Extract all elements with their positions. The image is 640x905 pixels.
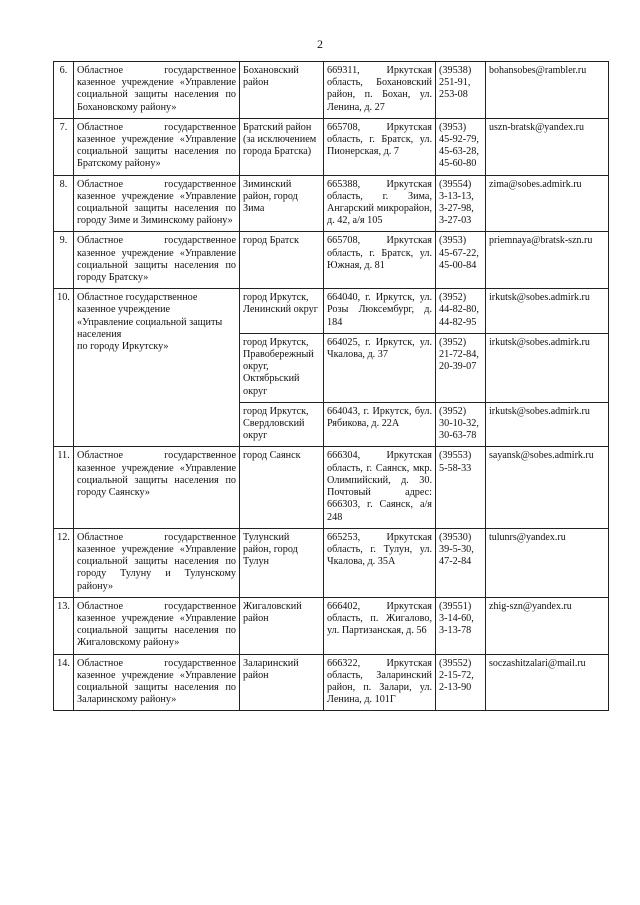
institution-name-line: казенное учреждение bbox=[77, 304, 171, 316]
table-row bbox=[54, 175, 609, 232]
table-row bbox=[54, 289, 609, 334]
email-address: irkutsk@sobes.admirk.ru bbox=[486, 402, 609, 447]
address: 666322, Иркутская область, Заларинский район, п. Залари, ул. Ленина, д. 101Г bbox=[324, 654, 436, 711]
institution-name: Областное государственное казенное учреждение «Управление социальной защиты населения по Заларинскому району» bbox=[74, 654, 240, 711]
phone-line: 21-72-84, bbox=[439, 349, 479, 361]
phone-line: 3-27-98, bbox=[439, 203, 474, 215]
phone-numbers bbox=[436, 118, 486, 175]
email-address: zima@sobes.admirk.ru bbox=[486, 175, 609, 232]
service-area: город Иркутск, Правобережный округ, Октябрьский округ bbox=[240, 333, 324, 402]
row-number: 8. bbox=[54, 175, 74, 232]
phone-numbers bbox=[436, 289, 486, 334]
row-number: 7. bbox=[54, 118, 74, 175]
address: 665708, Иркутская область, г. Братск, ул. Пионерская, д. 7 bbox=[324, 118, 436, 175]
address: 665253, Иркутская область, г. Тулун, ул. Чкалова, д. 35А bbox=[324, 528, 436, 597]
table-row bbox=[54, 232, 609, 289]
institutions-table bbox=[53, 61, 609, 711]
phone-line: 45-60-80 bbox=[439, 158, 477, 170]
email-address: uszn-bratsk@yandex.ru bbox=[486, 118, 609, 175]
service-area: Жигаловский район bbox=[240, 597, 324, 654]
institution-name: Областное государственное казенное учреждение «Управление социальной защиты населения по Братскому району» bbox=[74, 118, 240, 175]
table-row bbox=[54, 654, 609, 711]
table-row bbox=[54, 447, 609, 528]
service-area: Заларинский район bbox=[240, 654, 324, 711]
phone-line: (3952) bbox=[439, 336, 467, 348]
phone-line: 3-27-03 bbox=[439, 215, 472, 227]
row-number: 13. bbox=[54, 597, 74, 654]
phone-line: 2-15-72, bbox=[439, 669, 474, 681]
phone-line: (3953) bbox=[439, 235, 467, 247]
email-address: bohansobes@rambler.ru bbox=[486, 62, 609, 119]
service-area: город Иркутск, Ленинский округ bbox=[240, 289, 324, 334]
institution-name: Областное государственное казенное учреждение «Управление социальной защиты населения по городу Зиме и Зиминскому району» bbox=[74, 175, 240, 232]
phone-line: 3-13-78 bbox=[439, 625, 472, 637]
email-address: irkutsk@sobes.admirk.ru bbox=[486, 289, 609, 334]
email-address: irkutsk@sobes.admirk.ru bbox=[486, 333, 609, 402]
address: 666304, Иркутская область, г. Саянск, мкр. Олимпийский, д. 30. Почтовый адрес: 666303, г. Саянск, а/я 248 bbox=[324, 447, 436, 528]
phone-line: (3952) bbox=[439, 405, 467, 417]
institution-name: Областное государственное казенное учреждение «Управление социальной защиты населения по городу Саянску» bbox=[74, 447, 240, 528]
table-row bbox=[54, 528, 609, 597]
phone-line: (39552) bbox=[439, 657, 472, 669]
phone-line: 45-63-28, bbox=[439, 146, 479, 158]
phone-line: (39538) bbox=[439, 65, 472, 76]
phone-line: (3952) bbox=[439, 292, 467, 304]
phone-line: (39530) bbox=[439, 531, 472, 543]
service-area: город Саянск bbox=[240, 447, 324, 528]
phone-line: (39554) bbox=[439, 178, 472, 190]
phone-line: 45-67-22, bbox=[439, 247, 479, 259]
address: 669311, Иркутская область, Бохановский район, п. Бохан, ул. Ленина, д. 27 bbox=[324, 62, 436, 119]
table-row bbox=[54, 597, 609, 654]
institution-name: Областное государственное казенное учреждение «Управление социальной защиты населения по Бохановскому району» bbox=[74, 62, 240, 119]
email-address: soczashitzalari@mail.ru bbox=[486, 654, 609, 711]
phone-line: 5-58-33 bbox=[439, 462, 472, 474]
email-address: sayansk@sobes.admirk.ru bbox=[486, 447, 609, 528]
service-area: город Иркутск, Свердловский округ bbox=[240, 402, 324, 447]
phone-numbers bbox=[436, 402, 486, 447]
phone-line: 45-92-79, bbox=[439, 134, 479, 146]
address: 666402, Иркутская область, п. Жигалово, ул. Партизанская, д. 56 bbox=[324, 597, 436, 654]
phone-line: 47-2-84 bbox=[439, 556, 472, 568]
service-area: город Братск bbox=[240, 232, 324, 289]
address: 664025, г. Иркутск, ул. Чкалова, д. 37 bbox=[324, 333, 436, 402]
phone-line: 44-82-80, bbox=[439, 304, 479, 316]
phone-line: (3953) bbox=[439, 121, 467, 133]
page-number: 2 bbox=[317, 37, 323, 51]
institution-name-line: Областное государственное bbox=[77, 292, 198, 304]
address: 664040, г. Иркутск, ул. Розы Люксембург, д. 184 bbox=[324, 289, 436, 334]
row-number: 10. bbox=[54, 289, 74, 447]
phone-numbers bbox=[436, 232, 486, 289]
phone-line: 3-14-60, bbox=[439, 612, 474, 624]
table-row bbox=[54, 62, 609, 119]
row-number: 14. bbox=[54, 654, 74, 711]
phone-line: 2-13-90 bbox=[439, 681, 472, 693]
service-area: Зиминский район, город Зима bbox=[240, 175, 324, 232]
phone-numbers bbox=[436, 62, 486, 119]
phone-line: 30-63-78 bbox=[439, 430, 477, 442]
phone-line: (39551) bbox=[439, 600, 472, 612]
row-number: 11. bbox=[54, 447, 74, 528]
institution-name bbox=[74, 289, 240, 447]
institution-name-line: населения bbox=[77, 328, 122, 340]
institution-name-line: по городу Иркутску» bbox=[77, 341, 169, 353]
phone-line: 30-10-32, bbox=[439, 418, 479, 430]
phone-numbers bbox=[436, 528, 486, 597]
phone-numbers bbox=[436, 597, 486, 654]
phone-line: 20-39-07 bbox=[439, 361, 477, 373]
service-area: Тулунский район, город Тулун bbox=[240, 528, 324, 597]
phone-line: 3-13-13, bbox=[439, 190, 474, 202]
phone-line: 44-82-95 bbox=[439, 316, 477, 328]
phone-line: 253-08 bbox=[439, 89, 468, 101]
service-area: Бохановский район bbox=[240, 62, 324, 119]
phone-line: 39-5-30, bbox=[439, 543, 474, 555]
phone-line: 251-91, bbox=[439, 77, 471, 89]
service-area: Братский район (за исключением города Братска) bbox=[240, 118, 324, 175]
institution-name-line: «Управление социальной защиты bbox=[77, 316, 223, 328]
phone-numbers bbox=[436, 654, 486, 711]
address: 664043, г. Иркутск, бул. Рябикова, д. 22А bbox=[324, 402, 436, 447]
institution-name: Областное государственное казенное учреждение «Управление социальной защиты населения по городу Братску» bbox=[74, 232, 240, 289]
row-number: 9. bbox=[54, 232, 74, 289]
phone-numbers bbox=[436, 175, 486, 232]
phone-numbers bbox=[436, 447, 486, 528]
email-address: tulunrs@yandex.ru bbox=[486, 528, 609, 597]
email-address: zhig-szn@yandex.ru bbox=[486, 597, 609, 654]
email-address: priemnaya@bratsk-szn.ru bbox=[486, 232, 609, 289]
phone-line: (39553) bbox=[439, 450, 472, 462]
address: 665708, Иркутская область, г. Братск, ул. Южная, д. 81 bbox=[324, 232, 436, 289]
row-number: 12. bbox=[54, 528, 74, 597]
phone-line: 45-00-84 bbox=[439, 259, 477, 271]
address: 665388, Иркутская область, г. Зима, Ангарский микрорайон, д. 42, а/я 105 bbox=[324, 175, 436, 232]
table-row bbox=[54, 118, 609, 175]
institution-name: Областное государственное казенное учреждение «Управление социальной защиты населения по Жигаловскому району» bbox=[74, 597, 240, 654]
phone-numbers bbox=[436, 333, 486, 402]
institution-name: Областное государственное казенное учреждение «Управление социальной защиты населения по городу Тулуну и Тулунскому району» bbox=[74, 528, 240, 597]
row-number: 6. bbox=[54, 62, 74, 119]
